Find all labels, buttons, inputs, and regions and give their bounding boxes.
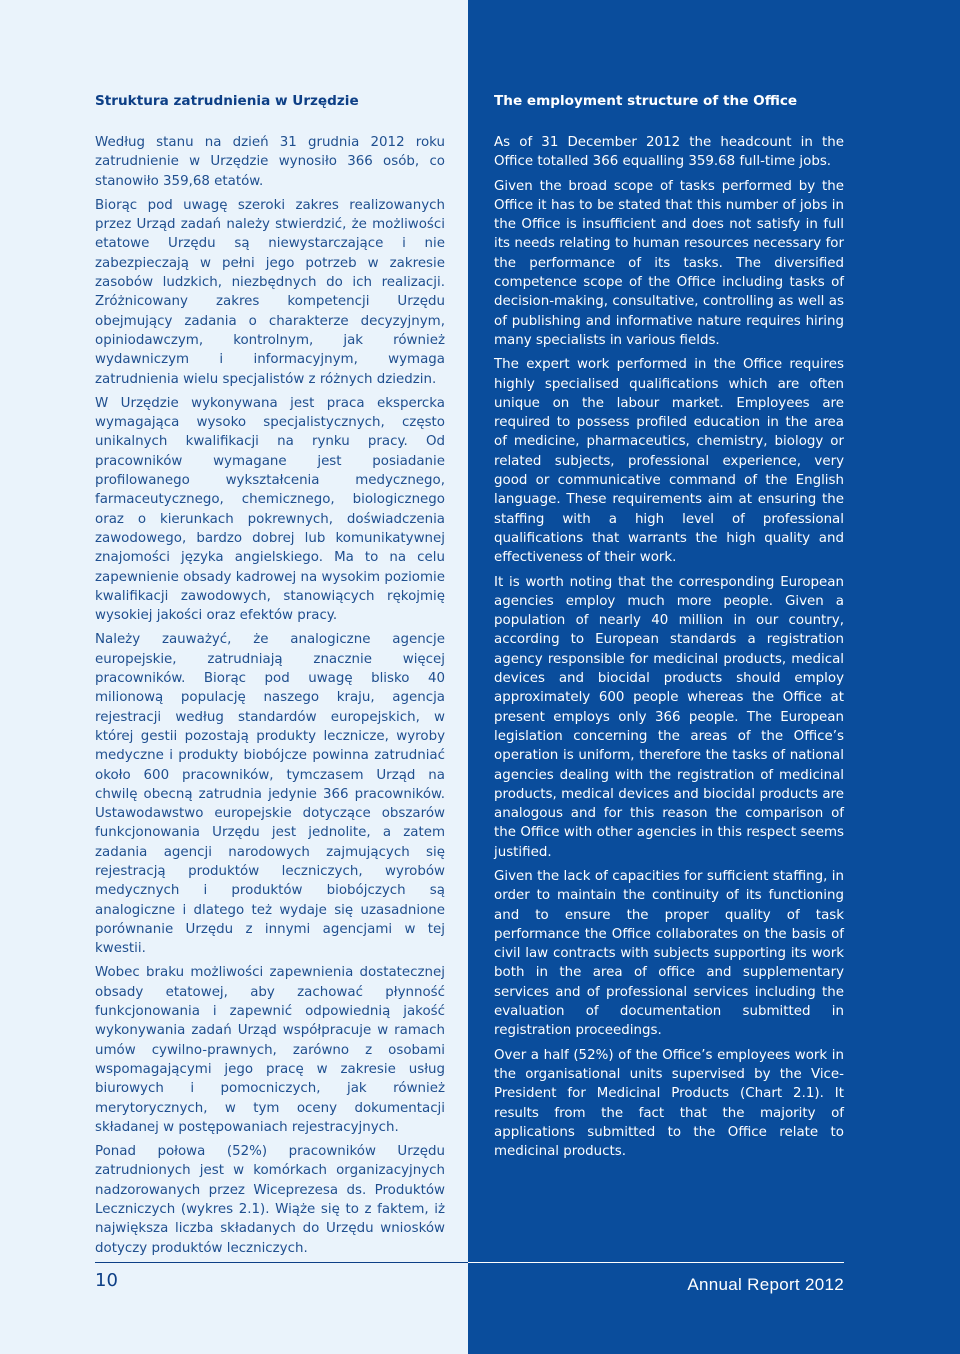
polish-paragraph-2: Biorąc pod uwagę szeroki zakres realizowanych przez Urząd zadań należy stwierdzić, że możliwości etatowe Urzędu są niewystarczające i nie zabezpieczają w pełni jego potrzeb w zakresie zasobów ludzkich, niezbędnych do ich realizacji. Zróżnicowany zakres kompetencji Urzędu obejmujący zadania o charakterze decyzyjnym, opiniodawczym, kontrolnym, jak również wydawniczym i informacyjnym, wymaga zatrudnienia wielu specjalistów z różnych dziedzin. <box>95 197 445 387</box>
english-paragraph-4: It is worth noting that the corresponding European agencies employ much more people. Given a population of nearly 40 million in our country, according to European standards a registration agency responsible for medicinal products, medical devices and biocidal products should employ approximately 600 people whereas the Office at present employs only 366 people. The European legislation concerning the areas of the Office’s operation is uniform, therefore the tasks of national agencies dealing with the registration of medicinal products, medical devices and biocidal products are analogous and for this reason the comparison of the Office with other agencies in this respect seems justified. <box>494 574 844 860</box>
footer-divider-left <box>95 1262 468 1263</box>
english-paragraph-6: Over a half (52%) of the Office’s employees work in the organisational units supervised by the Vice-President for Medicinal Products (Chart 2.1). It results from the fact that the majority of applications submitted to the Office relate to medicinal products. <box>494 1047 844 1160</box>
footer-divider-right <box>468 1262 844 1263</box>
polish-text-column <box>95 92 445 1263</box>
page-number: 10 <box>95 1270 118 1291</box>
polish-paragraph-4: Należy zauważyć, że analogiczne agencje europejskie, zatrudniają znacznie więcej pracowników. Biorąc pod uwagę blisko 40 milionową populację naszego kraju, agencja rejestracji według standardów europejskich, w której gestii pozostają produkty lecznicze, wyroby medyczne i produkty biobójcze powinna zatrudniać około 600 pracowników, tymczasem Urząd na chwilę obecną zatrudnia jedynie 366 pracowników. Ustawodawstwo europejskie dotyczące obszarów funkcjonowania Urzędu jest jednolite, a zatem zadania agencji narodowych zajmujących się rejestracją produktów leczniczych, wyrobów medycznych i produktów biobójczych są analogiczne i dlatego też wydaje się uzasadnione porównanie Urzędu z innymi agencjami w tej kwestii. <box>95 632 445 957</box>
english-paragraph-3: The expert work performed in the Office requires highly specialised qualifications which are often unique on the labour market. Employees are required to possess profiled education in the area of medicine, pharmaceutics, chemistry, biology or related subjects, professional experience, very good or communicative command of the English language. These requirements aim at ensuring the staffing with a high level of professional qualifications that warrants the high quality and effectiveness of their work. <box>494 357 844 566</box>
report-title: Annual Report 2012 <box>687 1275 844 1294</box>
english-text-column <box>494 92 844 1166</box>
polish-paragraph-6: Ponad połowa (52%) pracowników Urzędu zatrudnionych jest w komórkach organizacyjnych nadzorowanych przez Wiceprezesa ds. Produktów Leczniczych (wykres 2.1). Wiąże się to z faktem, iż największa liczba składanych do Urzędu wniosków dotyczy produktów leczniczych. <box>95 1144 445 1256</box>
polish-paragraph-5: Wobec braku możliwości zapewnienia dostatecznej obsady etatowej, aby zachować płynność funkcjonowania i zapewnić odpowiednią jakość wykonywania zadań Urząd współpracuje w ramach umów cywilno-prawnych, zarówno z osobami wspomagającymi jego pracę w zakresie usług biurowych i pomocniczych, jak również merytorycznych, w tym oceny dokumentacji składanej w postępowaniach rejestracyjnych. <box>95 965 445 1135</box>
polish-section-heading: Struktura zatrudnienia w Urzędzie <box>95 93 359 109</box>
english-paragraph-2: Given the broad scope of tasks performed by the Office it has to be stated that this number of jobs in the Office is insufficient and does not satisfy in full its needs relating to human resources necessary for the performance of its tasks. The diversified competence scope of the Office including tasks of decision-making, consultative, controlling as well as of publishing and informative nature requires hiring many specialists in various fields. <box>494 178 844 348</box>
polish-paragraph-3: W Urzędzie wykonywana jest praca ekspercka wymagająca wysoko specjalistycznych, często unikalnych kwalifikacji na rynku pracy. Od pracowników wymagane jest posiadanie profilowanego wykształcenia medycznego, farmaceutycznego, chemicznego, biologicznego oraz o kierunkach pokrewnych, doświadczenia zawodowego, bardzo dobrej lub komunikatywnej znajomości języka angielskiego. Ma to na celu zapewnienie obsady kadrowej na wysokim poziomie kwalifikacji zawodowych, stanowiących rękojmię wysokiej jakości oraz efektów pracy. <box>95 395 445 624</box>
english-paragraph-1: As of 31 December 2012 the headcount in the Office totalled 366 equalling 359.68 full-time jobs. <box>494 135 844 170</box>
english-paragraph-5: Given the lack of capacities for sufficient staffing, in order to maintain the continuity of its functioning and to ensure the proper quality of task performance the Office collaborates on the basis of civil law contracts with subjects supporting its work both in the area of office and supplementary services and of professional services including the evaluation of documentation submitted in registration proceedings. <box>494 868 844 1039</box>
polish-paragraph-1: Według stanu na dzień 31 grudnia 2012 roku zatrudnienie w Urzędzie wynosiło 366 osób, co stanowiło 359,68 etatów. <box>95 135 445 189</box>
english-section-heading: The employment structure of the Office <box>494 93 798 109</box>
